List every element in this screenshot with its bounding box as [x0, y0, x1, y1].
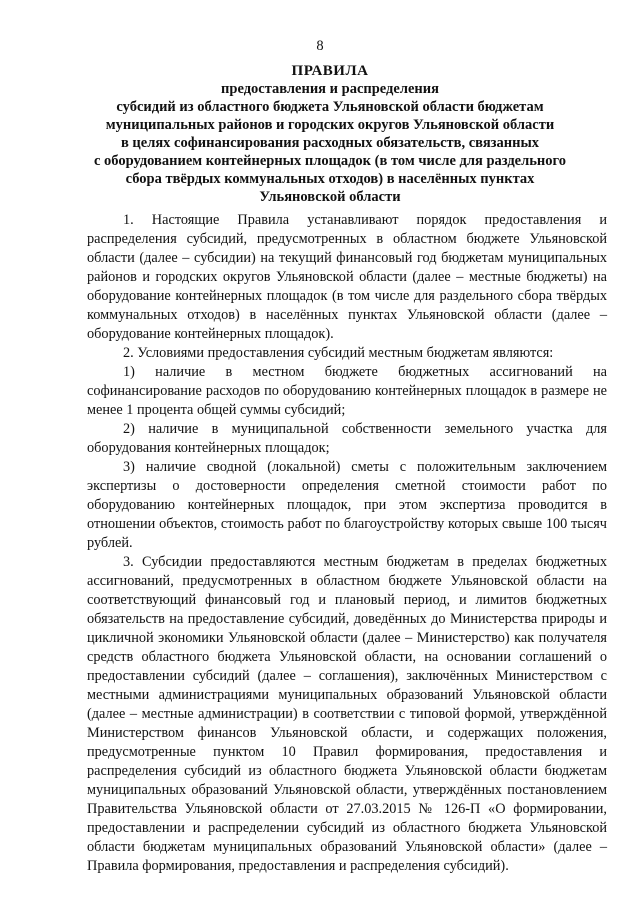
title-line: Ульяновской области: [259, 189, 401, 205]
title-line: предоставления и распределения: [221, 81, 439, 97]
paragraph-2: 2. Условиями предоставления субсидий местным бюджетам являются:: [123, 345, 554, 361]
paragraph-1: 1. Настоящие Правила устанавливают порядок предоставления и распределения субсидий, предусмотренных в областном бюджете Ульяновской области (далее – субсидии) на текущий финансовый год бюджетам муниципальных районов и городских округов Ульяновской области (далее – местные бюджеты) на оборудование контейнерных площадок (в том числе для раздельного сбора твёрдых коммунальных отходов) в населённых пунктах Ульяновской области (далее – оборудование контейнерных площадок).: [87, 212, 607, 342]
paragraph-2-item-1: 1) наличие в местном бюджете бюджетных ассигнований на софинансирование расходов по оборудованию контейнерных площадок в размере не менее 1 процента общей суммы субсидий;: [87, 364, 607, 418]
title-line: сбора твёрдых коммунальных отходов) в населённых пунктах: [125, 171, 535, 187]
document-title: [60, 62, 600, 206]
paragraph-2-item-3: 3) наличие сводной (локальной) сметы с положительным заключением экспертизы о достоверности определения сметной стоимости работ по оборудованию контейнерных площадок, при этом экспертиза проводится в отношении объектов, стоимость работ по благоустройству которых свыше 100 тысяч рублей.: [87, 459, 607, 551]
paragraph-3: 3. Субсидии предоставляются местным бюджетам в пределах бюджетных ассигнований, предусмотренных в областном бюджете Ульяновской области на соответствующий финансовый год и плановый период, и лимитов бюджетных обязательств на предоставление субсидий, доведённых до Министерства природы и цикличной экономики Ульяновской области (далее – Министерство) как получателя средств областного бюджета Ульяновской области, на основании соглашений о предоставлении субсидий (далее – соглашения), заключённых Министерством с местными администрациями муниципальных образований Ульяновской области (далее – местные администрации) в соответствии с типовой формой, утверждённой Министерством финансов Ульяновской области, и содержащих положения, предусмотренные пунктом 10 Правил формирования, предоставления и распределения субсидий из областного бюджета Ульяновской области бюджетам муниципальных образований Ульяновской области, утверждённых постановлением Правительства Ульяновской области от 27.03.2015 № 126-П «О формировании, предоставлении и распределении субсидий из областного бюджета Ульяновской области бюджетам муниципальных образований Ульяновской области» (далее – Правила формирования, предоставления и распределения субсидий).: [87, 554, 607, 874]
title-line: в целях софинансирования расходных обязательств, связанных: [120, 135, 540, 151]
document-body: [87, 211, 607, 876]
title-line: муниципальных районов и городских округов Ульяновской области: [105, 117, 555, 133]
title-line: субсидий из областного бюджета Ульяновской области бюджетам: [116, 99, 544, 115]
title-main: ПРАВИЛА: [291, 63, 369, 79]
paragraph-2-item-2: 2) наличие в муниципальной собственности земельного участка для оборудования контейнерных площадок;: [87, 421, 607, 456]
page-number: 8: [316, 38, 324, 54]
title-line: с оборудованием контейнерных площадок (в том числе для раздельного: [94, 153, 566, 169]
